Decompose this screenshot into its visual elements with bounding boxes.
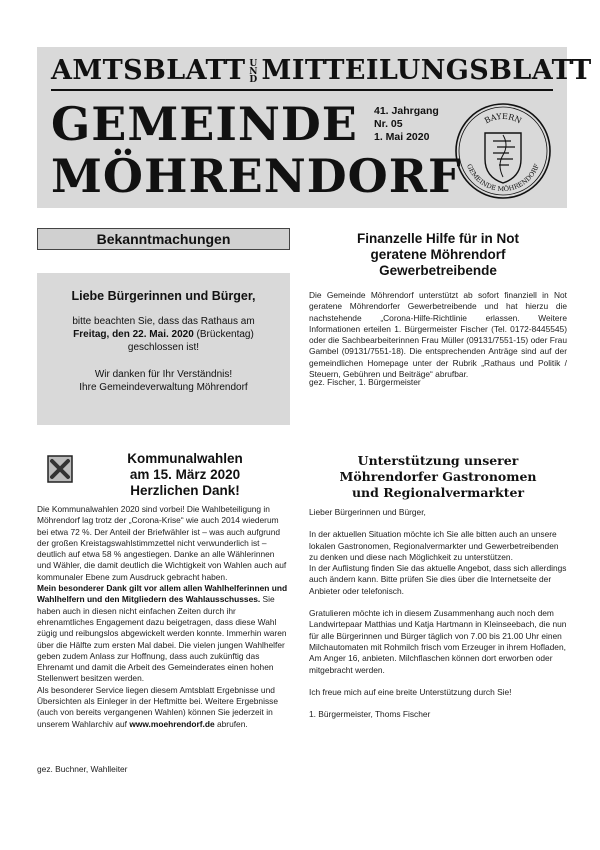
website-link[interactable]: www.moehrendorf.de bbox=[129, 718, 215, 729]
issue-date: 1. Mai 2020 bbox=[374, 131, 430, 143]
municipal-seal-icon bbox=[453, 101, 553, 201]
paragraph: Ich freue mich auf eine breite Unterstützung durch Sie! bbox=[309, 686, 512, 697]
notice-line: bitte beachten Sie, dass das Rathaus am bbox=[72, 316, 255, 327]
paragraph: In der aktuellen Situation möchte ich Sie alle bitten auch an unsere lokalen Gastronomen, Regionalvermarkter und Gewerbetreibenden zu denken und diese nach Möglichkeit zu unterstützen. bbox=[309, 529, 559, 562]
svg-text:GEMEINDE MÖHRENDORF: GEMEINDE MÖHRENDORF bbox=[465, 162, 541, 194]
paragraph: Gratulieren möchte ich in diesem Zusammenhang auch noch dem Landwirtepaar Matthias und Katja Hartmann in Kleinseebach, die nun für alle Bürgerinnen und Bürger täglich von 7.00 bis 21.00 Uhr einen Milchautomaten mit Rohmilch frisch vom Erzeuger in ihrem Hofladen, Am Anger 16, anbieten. Milchflaschen können dort erworben oder mitgebracht werden. bbox=[309, 608, 567, 675]
article-title-finanzhilfe: Finanzelle Hilfe für in Not geratene Möhrendorf Gewerbetreibende bbox=[356, 231, 519, 278]
greeting: Lieber Bürgerinnen und Bürger, bbox=[309, 507, 426, 517]
ballot-box-icon bbox=[47, 455, 73, 483]
article-body-unterstuetzung bbox=[309, 507, 567, 720]
article-body-kommunalwahlen bbox=[37, 504, 290, 730]
issue-info bbox=[374, 105, 439, 144]
masthead-und: U N D bbox=[249, 58, 258, 85]
masthead-divider bbox=[51, 89, 553, 91]
article-title-unterstuetzung: Unterstützung unserer Möhrendorfer Gastronomen und Regionalvermarkter bbox=[339, 453, 537, 500]
notice-line: geschlossen ist! bbox=[127, 342, 200, 353]
paragraph: In der Auflistung finden Sie das aktuelle Angebot, dass sich allerdings auch ändern kann. Bitte prüfen Sie dies über die Internetseite der Anbieter oder telefonisch. bbox=[309, 563, 567, 596]
closure-notice-box bbox=[37, 273, 290, 425]
masthead-gemeinde: GEMEINDE bbox=[51, 97, 358, 151]
masthead bbox=[37, 47, 592, 208]
notice-title: Liebe Bürgerinnen und Bürger, bbox=[71, 289, 256, 303]
article-signature-finanzhilfe: gez. Fischer, 1. Bürgermeister bbox=[309, 377, 421, 387]
paragraph: Mein besonderer Dank gilt vor allem allen Wahlhelferinnen und Wahlhelfern und den Mitgliedern des Wahlausschusses. Sie haben auch in diesen nicht einfachen Zeiten durch ihr ehrenamtliches Engagement dazu beigetragen, dass diese Wahl zügig und reibungslos abgewickelt werden konnte. Immerhin waren über die Hälfte zum ersten Mal dabei. Die vielen jungen Wahlhelfer geben zudem Anlass zur Hoffnung, dass auch zukünftig das Ehrenamt und damit die Arbeit des Gemeinderates einen hohen Stellenwert besitzen werden. bbox=[37, 583, 288, 684]
issue-jahrgang: 41. Jahrgang bbox=[374, 105, 439, 117]
issue-number: Nr. 05 bbox=[374, 118, 403, 130]
notice-line: Freitag, den 22. Mai. 2020 (Brückentag) bbox=[73, 329, 254, 340]
masthead-title-line bbox=[51, 55, 592, 86]
article-title-kommunalwahlen: Kommunalwahlen am 15. März 2020 Herzlichen Dank! bbox=[127, 451, 243, 498]
masthead-amtsblatt: AMTSBLATT bbox=[51, 55, 246, 86]
notice-signature: Ihre Gemeindeverwaltung Möhrendorf bbox=[79, 382, 248, 393]
svg-text:BAYERN: BAYERN bbox=[482, 111, 523, 126]
masthead-moehrendorf: MÖHRENDORF bbox=[51, 149, 462, 203]
article-body-finanzhilfe: Die Gemeinde Möhrendorf unterstützt ab sofort finanziell in Not geratene Möhrendorfer Gewerbetreibende und hat hierzu die nachstehende „Corona-Hilfe-Richtlinie erlassen. Weitere Informationen erteilen 1. Bürgermeister Fischer (Tel. 0172-8445545) oder die Sachbearbeiterinnen Frau Müller (09131/7551-15) oder Frau Gambel (09131/7551-18). Die entsprechenden Anträge sind auf der gemeindlichen Homepage unter der Rubrik „Rathaus und Politik / Steuern, Gebühren und Beiträge“ abrufbar. bbox=[309, 290, 567, 380]
notice-thanks: Wir danken für Ihr Verständnis! bbox=[94, 369, 233, 380]
section-heading-bekanntmachungen: Bekanntmachungen bbox=[37, 228, 290, 250]
masthead-mitteilungsblatt: MITTEILUNGSBLATT bbox=[261, 55, 592, 86]
paragraph: Als besonderer Service liegen diesem Amtsblatt Ergebnisse und Übersichten als Einleger in der Heftmitte bei. Weitere Ergebnisse (auch von bereits vergangenen Wahlen) können Sie jederzeit in unserem Wahlarchiv auf www.moehrendorf.de abrufen. bbox=[37, 684, 278, 729]
article-signature-unterstuetzung: 1. Bürgermeister, Thoms Fischer bbox=[309, 709, 431, 720]
article-signature-kommunalwahlen: gez. Buchner, Wahlleiter bbox=[37, 764, 128, 774]
paragraph: Die Kommunalwahlen 2020 sind vorbei! Die Wahlbeteiligung in Möhrendorf lag trotz der „Corona-Krise“ wie auch 2014 wiederum bei etwa 72 %. Der Anteil der Briefwähler ist – was auch aufgrund der großen Kreistagswahlstimmzettel nicht verwunderlich ist – deutlich auf etwa 58 % angestiegen. Danke an alle Wählerinnen und Wähler, die damit deutlich die Wichtigkeit von Wahlen auch auf kommunaler Ebene zum Ausdruck gebracht haben. bbox=[37, 504, 287, 582]
